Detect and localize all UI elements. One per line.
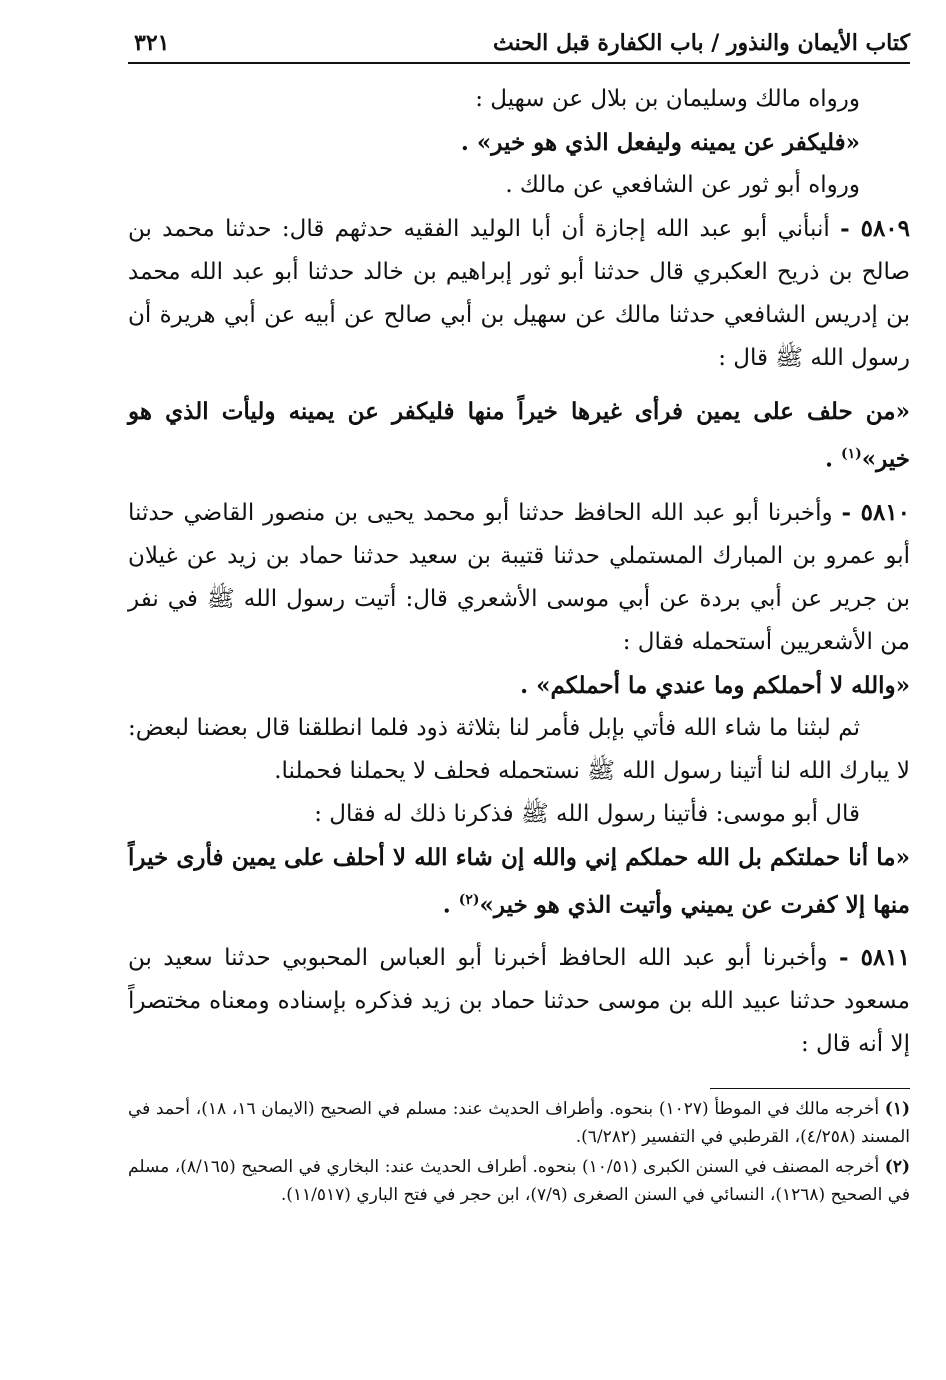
footnote-text: أخرجه المصنف في السنن الكبرى (١٠/٥١) بنحوه. أطراف الحديث عند: البخاري في الصحيح (٨/١٦٥)، مسلم في الصحيح (١٢٦٨)، النسائي في السنن الصغرى (٧/٩)، ابن حجر في فتح الباري (١١/٥١٧). — [128, 1157, 910, 1206]
hadith-number: ٥٨١١ - — [838, 944, 910, 972]
hadith-quote: «من حلف على يمين فرأى غيرها خيراً منها فليكفر عن يمينه وليأت الذي هو خير»$^{(١)}$ . — [128, 398, 910, 473]
hadith-quote-text: «من حلف على يمين فرأى غيرها خيراً منها فليكفر عن يمينه وليأت الذي هو خير» — [128, 398, 910, 473]
running-header — [128, 28, 910, 64]
footnote-marker: (١) — [884, 1099, 911, 1120]
main-text — [128, 78, 910, 1066]
hadith-text: أنبأني أبو عبد الله إجازة أن أبا الوليد الفقيه حدثهم قال: حدثنا محمد بن صالح بن ذريح العكبري قال حدثنا أبو ثور إبراهيم بن خالد حدثنا أبو عبد الله محمد بن إدريس الشافعي حدثنا مالك عن سهيل بن أبي صالح عن أبيه عن أبي هريرة أن رسول الله ﷺ قال : — [128, 216, 910, 371]
page-number: ٣٢١ — [134, 30, 170, 56]
header-title: كتاب الأيمان والنذور / باب الكفارة قبل الحنث — [493, 30, 910, 56]
hadith-text: وأخبرنا أبو عبد الله الحافظ أخبرنا أبو العباس المحبوبي حدثنا سعيد بن مسعود حدثنا عبيد الله بن موسى حدثنا حماد بن زيد فذكره بإسناده ومعناه مختصراً إلا أنه قال : — [128, 945, 910, 1058]
hadith-quote: «ما أنا حملتكم بل الله حملكم إني والله إن شاء الله لا أحلف على يمين فأرى خيراً منها إلا كفرت عن يميني وأتيت الذي هو خير»$^{(٢)}$ . — [128, 843, 910, 919]
paragraph: ورواه مالك وسليمان بن بلال عن سهيل : — [475, 86, 860, 112]
footnote-marker: (٢) — [884, 1157, 910, 1178]
footnote — [128, 1153, 910, 1209]
footnote — [128, 1095, 910, 1151]
hadith-number: ٥٨١٠ - — [841, 498, 911, 526]
footnotes — [128, 1095, 910, 1209]
book-page — [128, 28, 910, 1211]
hadith-text: وأخبرنا أبو عبد الله الحافظ حدثنا أبو محمد يحيى بن منصور القاضي حدثنا أبو عمرو بن المبارك المستملي حدثنا قتيبة بن سعيد حدثنا حماد بن زيد عن غيلان بن جرير عن أبي بردة عن أبي موسى الأشعري قال: أتيت رسول الله ﷺ في نفر من الأشعريين أستحمله فقال : — [128, 499, 910, 655]
hadith-quote-text: «ما أنا حملتكم بل الله حملكم إني والله إن شاء الله لا أحلف على يمين فأرى خيراً منها إلا كفرت عن يميني وأتيت الذي هو خير» — [128, 843, 910, 919]
footnote-separator — [710, 1088, 910, 1089]
footnote-text: أخرجه مالك في الموطأ (١٠٢٧) بنحوه. وأطراف الحديث عند: مسلم في الصحيح (الايمان ١٦، ١٨)، أحمد في المسند (٤/٢٥٨)، القرطبي في التفسير (٦/٢٨٢). — [128, 1099, 910, 1148]
hadith-quote: «والله لا أحملكم وما عندي ما أحملكم» . — [520, 671, 910, 699]
paragraph: ثم لبثنا ما شاء الله فأتي بإبل فأمر لنا بثلاثة ذود فلما انطلقنا قال بعضنا لبعض: لا يبارك الله لنا أتينا رسول الله ﷺ نستحمله فحلف لا يحملنا فحملنا. — [128, 714, 910, 784]
hadith-quote: «فليكفر عن يمينه وليفعل الذي هو خير» . — [460, 129, 860, 156]
footnote-ref: (١) — [840, 446, 862, 462]
footnote-ref: (٢) — [458, 891, 480, 908]
hadith-entry — [128, 491, 910, 664]
hadith-entry — [128, 207, 910, 380]
hadith-entry — [128, 936, 910, 1066]
hadith-number: ٥٨٠٩ - — [840, 215, 911, 242]
paragraph: ورواه أبو ثور عن الشافعي عن مالك . — [505, 172, 860, 198]
paragraph: قال أبو موسى: فأتينا رسول الله ﷺ فذكرنا ذلك له فقال : — [314, 800, 860, 827]
